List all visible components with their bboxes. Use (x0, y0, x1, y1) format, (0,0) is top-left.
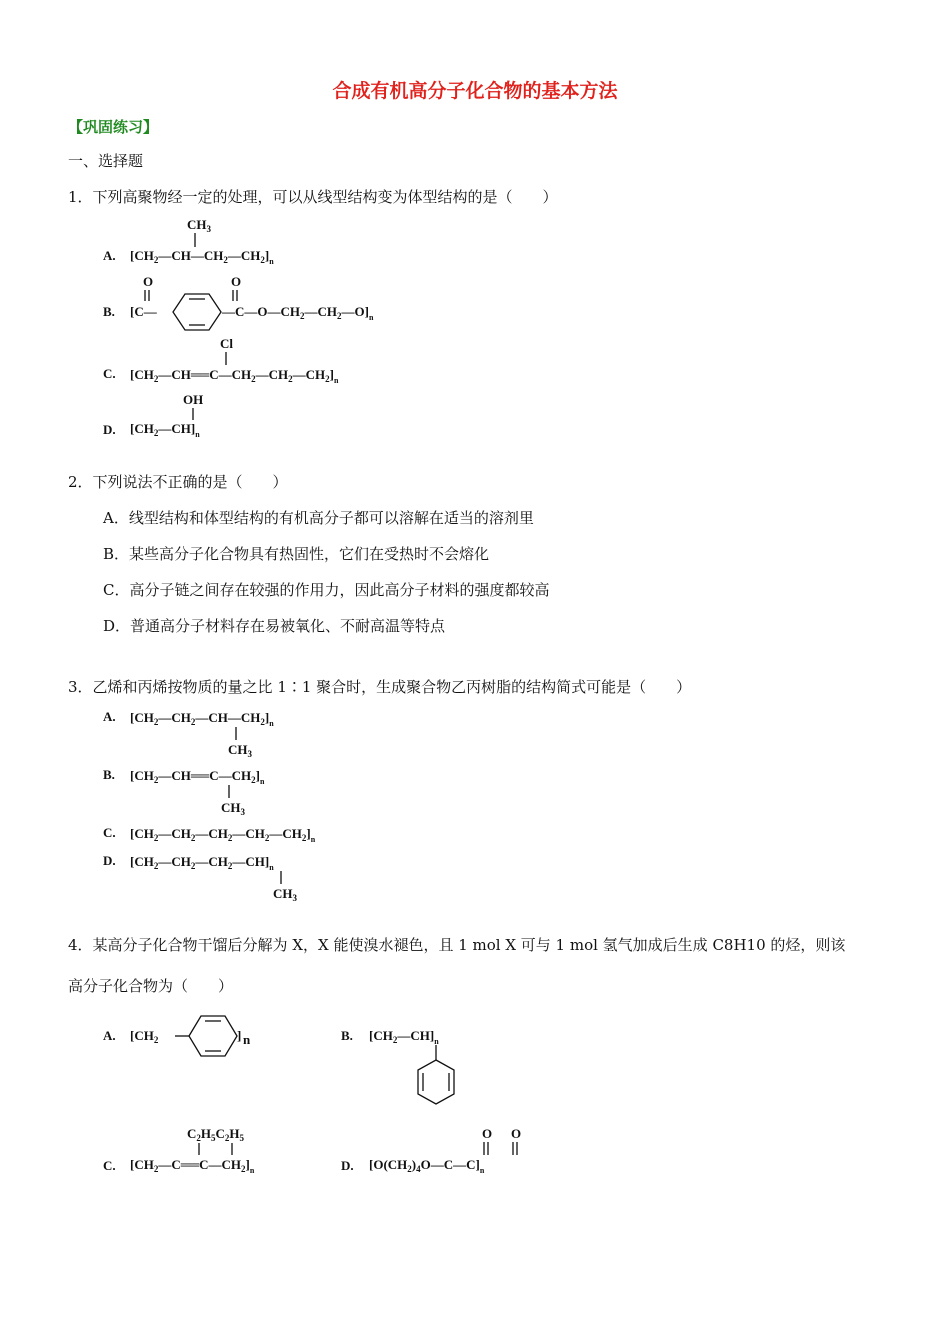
question-4-stem-line1: 4．某高分子化合物干馏后分解为 X，X 能使溴水褪色，且 1 mol X 可与 1 mol 氢气加成后生成 C8H10 的烃，则该 (68, 936, 846, 954)
q1-b-structure (125, 270, 395, 335)
svg-text:O: O (231, 274, 242, 289)
q1-d-structure (125, 390, 265, 450)
svg-text:CH3: $CH_3$ (228, 742, 252, 759)
question-4-stem-line2: 高分子化合物为（ ） (68, 977, 234, 995)
svg-text:[CH2—CH2—CH2—CH]n: $[CH_2—CH_2—CH_2—CH]_n$ (130, 854, 274, 872)
q4-option-c-label: C. (103, 1158, 116, 1173)
q2-option-b: B．某些高分子化合物具有热固性，它们在受热时不会熔化 (103, 545, 490, 563)
q2-option-a: A．线型结构和体型结构的有机高分子都可以溶解在适当的溶剂里 (103, 509, 534, 527)
question-3-stem: 3．乙烯和丙烯按物质的量之比 1∶1 聚合时，生成聚合物乙丙树脂的结构简式可能是（ ） (68, 678, 692, 696)
svg-text:n: n (243, 1032, 251, 1047)
q4-b-structure (364, 1012, 504, 1122)
q1-c-structure (125, 334, 385, 394)
svg-text:CH3: $CH_3$ (273, 886, 297, 903)
q4-option-b-label: B. (341, 1028, 353, 1043)
q3-option-d-label: D. (103, 853, 116, 868)
svg-text:[CH2: [$CH_2$ (130, 1028, 159, 1045)
q3-c-structure (125, 820, 385, 846)
svg-text:O: O (482, 1126, 493, 1141)
q4-c-structure (125, 1120, 325, 1180)
svg-text:OH: OH (183, 392, 204, 407)
svg-text:[CH2—CH2—CH2—CH2—CH2]n: $[CH_2—CH_2—CH_2—CH_2—CH_2]_n$ (130, 826, 316, 844)
svg-text:O: O (511, 1126, 522, 1141)
svg-text:[CH2—CH]n: $[CH_2—CH]_n$ (130, 421, 200, 439)
svg-text:[CH2—CH—CH2—CH2]n: $[CH_2—CH—CH_2—CH_2]_n$ (130, 248, 274, 266)
svg-text:CH3: $CH_3$ (187, 217, 211, 234)
svg-text:C2H5C2H5: $C_2H_5C_2H_5$ (187, 1126, 245, 1143)
svg-text:[C—: [C— (130, 304, 157, 319)
q2-option-c: C．高分子链之间存在较强的作用力，因此高分子材料的强度都较高 (103, 581, 550, 599)
q4-option-a-label: A. (103, 1028, 116, 1043)
svg-text:Cl: Cl (220, 336, 233, 351)
q3-a-structure (125, 704, 325, 760)
q3-option-a-label: A. (103, 709, 116, 724)
question-2-stem: 2．下列说法不正确的是（ ） (68, 473, 288, 491)
svg-text:—C—O—CH2—CH2—O]n: $—C—O—CH_2—CH_2—O]_n$ (222, 304, 374, 322)
svg-text:O: O (143, 274, 154, 289)
q3-option-c-label: C. (103, 825, 116, 840)
q1-option-a-label: A. (103, 248, 116, 263)
q4-a-structure (125, 1008, 255, 1078)
svg-text:[CH2—C══C—CH2]n: $[CH_2—C══C—CH_2]_n$ (130, 1157, 255, 1175)
svg-text:[CH2—CH══C—CH2]n: $[CH_2—CH══C—CH_2]_n$ (130, 768, 265, 786)
svg-text:[O(CH2)4O—C—C]n: $[O(CH_2)_4O—C—C]_n$ (369, 1157, 485, 1175)
section-label: 【巩固练习】 (68, 118, 159, 136)
part-heading: 一、选择题 (68, 152, 144, 170)
question-1-stem: 1．下列高聚物经一定的处理，可以从线型结构变为体型结构的是（ ） (68, 188, 558, 206)
q2-option-d: D．普通高分子材料存在易被氧化、不耐高温等特点 (103, 617, 446, 635)
svg-text:[CH2—CH══C—CH2—CH2—CH2]n: $[CH_2—CH══C—CH_2—CH_2—CH_2]_n$ (130, 367, 339, 385)
page-title: 合成有机高分子化合物的基本方法 (332, 80, 618, 102)
svg-text:CH3: $CH_3$ (221, 800, 245, 817)
q1-option-d-label: D. (103, 422, 116, 437)
q1-option-b-label: B. (103, 304, 115, 319)
svg-text:]: ] (237, 1028, 242, 1043)
q4-d-structure (364, 1120, 564, 1180)
q1-a-structure (125, 212, 325, 272)
svg-text:[CH2—CH2—CH—CH2]n: $[CH_2—CH_2—CH—CH_2]_n$ (130, 710, 274, 728)
q1-option-c-label: C. (103, 366, 116, 381)
q3-option-b-label: B. (103, 767, 115, 782)
q3-d-structure (125, 848, 345, 904)
q4-option-d-label: D. (341, 1158, 354, 1173)
svg-text:[CH2—CH]n: $[CH_2—CH]_n$ (369, 1028, 439, 1046)
q3-b-structure (125, 762, 325, 818)
